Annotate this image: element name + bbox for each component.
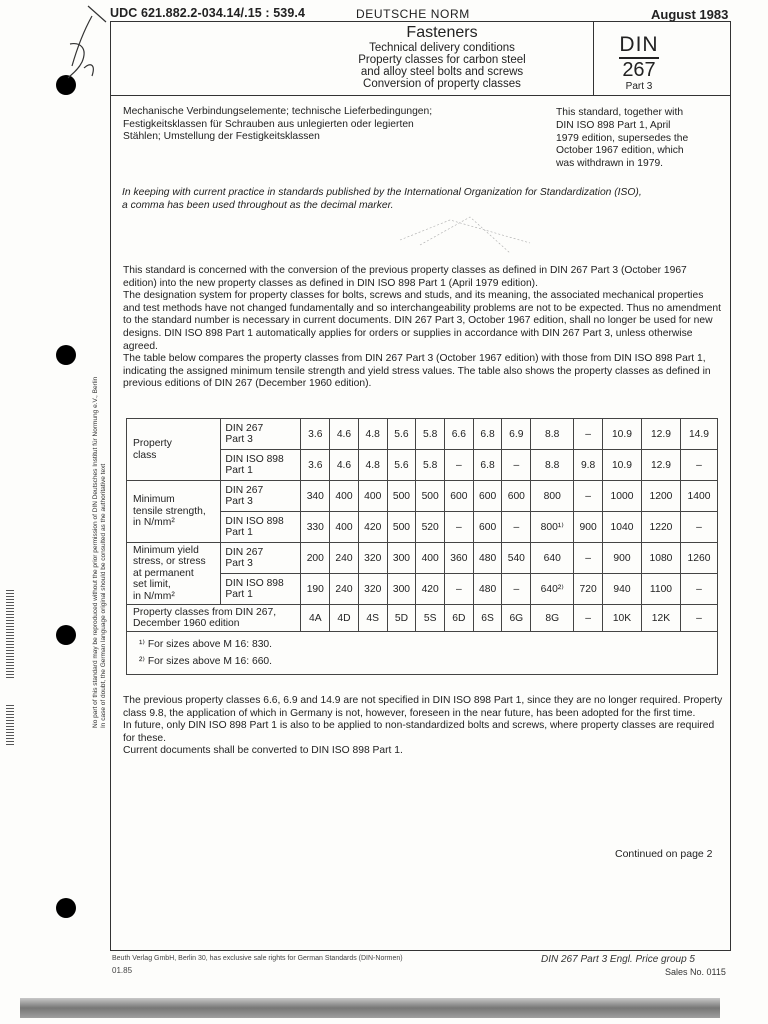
table-cell: 1100	[641, 574, 680, 605]
side-note-line: No part of this standard may be reproduced without the prior permission of DIN Deutsches Institut für Normung e.V., Berlin	[92, 376, 99, 728]
table-cell: –	[502, 512, 531, 543]
table-cell: 640	[531, 543, 574, 574]
row-group-label: Minimum tensile strength, in N/mm²	[127, 481, 221, 543]
table-cell: 300	[387, 543, 416, 574]
punch-hole	[56, 898, 76, 918]
table-cell: –	[502, 450, 531, 481]
table-cell: 600	[473, 512, 502, 543]
table-cell: 190	[301, 574, 330, 605]
property-class-table	[126, 418, 718, 675]
subtitle-line: Technical delivery conditions	[369, 42, 515, 54]
table-cell: –	[574, 419, 603, 450]
din-designation	[598, 33, 680, 92]
table-cell: 3.6	[301, 419, 330, 450]
scan-smudge	[390, 205, 540, 260]
table-cell: 4A	[301, 605, 330, 632]
table-cell: 340	[301, 481, 330, 512]
table-cell: 360	[445, 543, 474, 574]
scan-edge	[6, 590, 14, 680]
scan-edge	[6, 705, 14, 745]
table-cell: 940	[602, 574, 641, 605]
subtitle-line: and alloy steel bolts and screws	[360, 66, 524, 78]
table-cell: 5S	[416, 605, 445, 632]
copyright-side-note	[92, 377, 108, 728]
table-cell: 6.8	[473, 419, 502, 450]
row-group-label: Property classes from DIN 267, December 1960 edition	[127, 605, 301, 632]
table-cell: 420	[358, 512, 387, 543]
punch-hole	[56, 345, 76, 365]
german-title	[123, 106, 432, 144]
footer-code: 01.85	[112, 966, 133, 975]
german-title-line: Stählen; Umstellung der Festigkeitsklassen	[123, 131, 320, 142]
table-cell: –	[574, 481, 603, 512]
supersede-line: DIN ISO 898 Part 1, April	[556, 119, 671, 131]
table-cell: 520	[416, 512, 445, 543]
table-cell: 5.6	[387, 419, 416, 450]
table-cell: 500	[387, 481, 416, 512]
table-cell: 6D	[445, 605, 474, 632]
closing-paragraph: In future, only DIN ISO 898 Part 1 is also to be applied to non-standardized bolts and screws, where property classes are required for these.	[123, 720, 715, 744]
table-cell: 400	[330, 481, 359, 512]
table-cell: 1260	[680, 543, 717, 574]
source-standard: DIN 267 Part 3	[221, 419, 301, 450]
table-cell: –	[574, 543, 603, 574]
table-cell: 320	[358, 543, 387, 574]
table-cell: 10.9	[602, 450, 641, 481]
closing-paragraph: Current documents shall be converted to DIN ISO 898 Part 1.	[123, 745, 403, 757]
table-cell: 4S	[358, 605, 387, 632]
title-block	[296, 24, 588, 90]
table-row	[127, 605, 718, 632]
row-group-label: Property class	[127, 419, 221, 481]
table-cell: –	[680, 512, 717, 543]
table-cell: 6G	[502, 605, 531, 632]
table-cell: 6S	[473, 605, 502, 632]
table-cell: 12K	[641, 605, 680, 632]
table-cell: 14.9	[680, 419, 717, 450]
table-cell: 12.9	[641, 450, 680, 481]
closing-paragraph: The previous property classes 6.6, 6.9 and 14.9 are not specified in DIN ISO 898 Part 1, since they are no longer required. Property class 9.8, the application of which in Germany is not, however, foreseen in the near future, has been adopted for the first time.	[123, 695, 723, 719]
table-cell: 900	[602, 543, 641, 574]
table-cell: 8.8	[531, 450, 574, 481]
table-cell: 8G	[531, 605, 574, 632]
source-standard: DIN 267 Part 3	[221, 481, 301, 512]
source-standard: DIN 267 Part 3	[221, 543, 301, 574]
intro-paragraph: The table below compares the property classes from DIN 267 Part 3 (October 1967 edition) with those from DIN ISO 898 Part 1, indicating the assigned minimum tensile strength and yield stress values. The table also shows the property classes as defined in previous editions of DIN 267 (December 1960 edition).	[123, 353, 711, 390]
table-cell: 5.6	[387, 450, 416, 481]
din-label: DIN	[619, 33, 658, 59]
din-number: 267	[622, 59, 656, 81]
table-cell: 720	[574, 574, 603, 605]
subtitle-line: Property classes for carbon steel	[358, 54, 526, 66]
table-cell: 10.9	[602, 419, 641, 450]
table-cell: 320	[358, 574, 387, 605]
german-title-line: Mechanische Verbindungselemente; technische Lieferbedingungen;	[123, 106, 433, 117]
table-cell: 1400	[680, 481, 717, 512]
table-cell: –	[680, 605, 717, 632]
table-cell: 480	[473, 574, 502, 605]
table-cell: 600	[502, 481, 531, 512]
table-cell: 3.6	[301, 450, 330, 481]
table-cell: 600	[445, 481, 474, 512]
table-cell: 800	[531, 481, 574, 512]
table-cell: 480	[473, 543, 502, 574]
table-cell: –	[574, 605, 603, 632]
table-cell: 640²⁾	[531, 574, 574, 605]
table-row	[127, 419, 718, 450]
table-cell: 600	[473, 481, 502, 512]
table-cell: 6.6	[445, 419, 474, 450]
table-cell: –	[445, 450, 474, 481]
table-cell: 4.8	[358, 450, 387, 481]
table-cell: 420	[416, 574, 445, 605]
intro-text	[123, 265, 723, 391]
table-cell: –	[680, 574, 717, 605]
table-cell: 1000	[602, 481, 641, 512]
source-standard: DIN ISO 898 Part 1	[221, 450, 301, 481]
footnote: ¹⁾ For sizes above M 16: 830.	[139, 639, 273, 650]
issue-date: August 1983	[651, 7, 729, 22]
din-part: Part 3	[625, 81, 653, 92]
table-footnotes	[127, 632, 718, 675]
table-cell: 4D	[330, 605, 359, 632]
table-cell: –	[445, 574, 474, 605]
table-cell: 5D	[387, 605, 416, 632]
table-cell: –	[502, 574, 531, 605]
table-row	[127, 543, 718, 574]
table-cell: 12.9	[641, 419, 680, 450]
table-cell: 8.8	[531, 419, 574, 450]
source-standard: DIN ISO 898 Part 1	[221, 574, 301, 605]
supersede-line: 1979 edition, supersedes the	[556, 132, 689, 144]
table-cell: 240	[330, 543, 359, 574]
supersede-note	[556, 107, 688, 171]
table-cell: 4.8	[358, 419, 387, 450]
table-cell: 500	[387, 512, 416, 543]
supersede-line: October 1967 edition, which	[556, 145, 684, 157]
table-cell: –	[680, 450, 717, 481]
table-cell: 400	[416, 543, 445, 574]
table-cell: 1220	[641, 512, 680, 543]
table-cell: 9.8	[574, 450, 603, 481]
udc-number: UDC 621.882.2-034.14/.15 : 539.4	[110, 6, 305, 20]
table-cell: 1200	[641, 481, 680, 512]
table-cell: 540	[502, 543, 531, 574]
table-cell: 300	[387, 574, 416, 605]
row-group-label: Minimum yield stress, or stress at permanent set limit, in N/mm²	[127, 543, 221, 605]
table-cell: –	[445, 512, 474, 543]
table-cell: 6.9	[502, 419, 531, 450]
publisher-note: Beuth Verlag GmbH, Berlin 30, has exclusive sale rights for German Standards (DIN-Normen)	[112, 955, 403, 962]
table-cell: 1040	[602, 512, 641, 543]
table-cell: 240	[330, 574, 359, 605]
table-cell: 200	[301, 543, 330, 574]
table-cell: 4.6	[330, 419, 359, 450]
continued-note: Continued on page 2	[615, 848, 713, 860]
norm-label: DEUTSCHE NORM	[356, 7, 470, 21]
supersede-line: This standard, together with	[556, 107, 684, 118]
source-standard: DIN ISO 898 Part 1	[221, 512, 301, 543]
footnote-row	[127, 632, 718, 675]
table-cell: 5.8	[416, 419, 445, 450]
german-title-line: Festigkeitsklassen für Schrauben aus unlegierten oder legierten	[123, 118, 414, 130]
side-note-line: In case of doubt, the German language original should be consulted as the authoritative text	[100, 463, 107, 728]
document-title: Fasteners	[406, 24, 478, 41]
table-cell: 4.6	[330, 450, 359, 481]
table-cell: 330	[301, 512, 330, 543]
scan-bar	[20, 998, 720, 1018]
iso-note-line: a comma has been used throughout as the decimal marker.	[122, 200, 394, 211]
table-cell: 800¹⁾	[531, 512, 574, 543]
footnote: ²⁾ For sizes above M 16: 660.	[139, 656, 273, 667]
table-cell: 1080	[641, 543, 680, 574]
table-cell: 5.8	[416, 450, 445, 481]
intro-paragraph: This standard is concerned with the conversion of the previous property classes as defined in DIN 267 Part 3 (October 1967 edition) into the new property classes as defined in DIN ISO 898 Part 1 (April 1979 edition).	[123, 265, 687, 289]
table-row	[127, 481, 718, 512]
handwritten-mark	[62, 4, 110, 94]
table-cell: 10K	[602, 605, 641, 632]
table-cell: 400	[358, 481, 387, 512]
table-cell: 6.8	[473, 450, 502, 481]
punch-hole	[56, 625, 76, 645]
table-cell: 400	[330, 512, 359, 543]
intro-paragraph: The designation system for property classes for bolts, screws and studs, and its meaning, the associated mechanical properties and test methods have not changed fundamentally and so interchangeability problems are not to be expected. Thus no amendment to the standard number is necessary in current documents. DIN 267 Part 3, October 1967 edition, shall no longer be used for new designs. DIN ISO 898 Part 1 automatically applies for orders or supplies in accordance with DIN 267 Part 3, unless otherwise agreed.	[123, 290, 721, 352]
supersede-line: was withdrawn in 1979.	[556, 158, 664, 170]
sales-number: Sales No. 0115	[665, 967, 726, 977]
subtitle-line: Conversion of property classes	[363, 78, 521, 90]
closing-text	[123, 695, 723, 758]
iso-note-line: In keeping with current practice in standards published by the International Organization for Standardization (ISO),	[122, 187, 642, 198]
table-cell: 900	[574, 512, 603, 543]
footer-reference: DIN 267 Part 3 Engl. Price group 5	[541, 954, 695, 965]
table-cell: 500	[416, 481, 445, 512]
